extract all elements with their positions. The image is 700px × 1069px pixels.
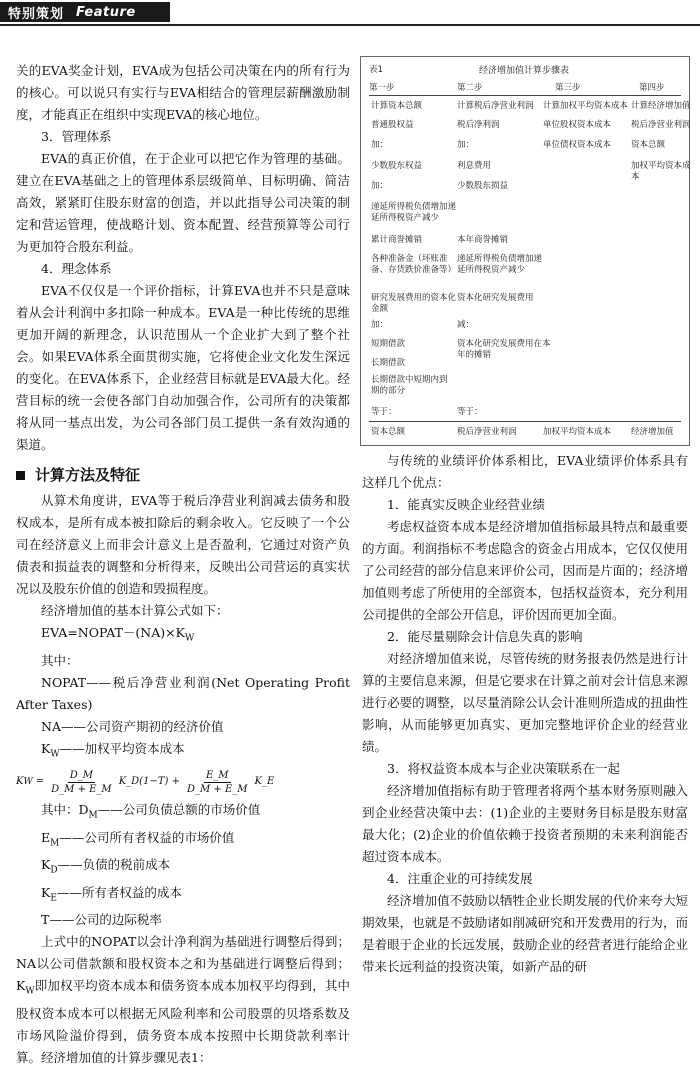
- table-title: 经济增加值计算步骤表: [479, 66, 570, 76]
- square-bullet-icon: [16, 471, 25, 480]
- definition: $K_E——$所有者权益的成本: [41, 884, 182, 903]
- table-cell: 短期借款: [371, 339, 406, 349]
- fraction: $\frac{E\_M}{D\_M + E\_M}$: [186, 769, 248, 795]
- table-cell: 利息费用: [457, 161, 492, 171]
- table-footer-cell: 经济增加值: [631, 427, 674, 437]
- section-heading: [16, 464, 350, 486]
- table-cell: 计算资本总额: [371, 101, 423, 111]
- table-cell: 计算加权平均资本成本: [543, 101, 629, 111]
- table-cell: 单位债权资本成本: [543, 140, 612, 150]
- table-cell: 等于：: [457, 407, 483, 417]
- table-cell: 加：: [371, 181, 389, 191]
- paragraph: 经济增加值的基本计算公式如下：: [41, 603, 229, 618]
- subheading: 3．将权益资本成本与企业决策联系在一起: [387, 761, 620, 776]
- table-cell: 本年商誉摊销: [457, 235, 509, 245]
- paragraph: EVA不仅仅是一个评价指标，计算EVA也并不只是意味着从会计利润中多扣除一种成本。EVA是一种比传统的思维更加开阔的新理念，认识范围从一个企业扩大到了整个社会。如果EVA体系全面贯彻实施，它将使企业文化发生深远的变化。在EVA体系下，企业经营目标就是EVA最大化。经营目标的统一会使各部门自动加强合作，公司所有的决策都将从同一基点出发，为公司各部门员工提供一条有效沟通的渠道。: [16, 283, 350, 452]
- eva-steps-table: [360, 56, 690, 446]
- table-cell: 资本总额: [631, 140, 666, 150]
- fraction: $\frac{D\_M}{D\_M + E\_M}$: [51, 769, 112, 795]
- subheading: 1．能真实反映企业经营业绩: [387, 497, 545, 512]
- table-header-row: [369, 81, 681, 93]
- subheading: 2．能尽量剔除会计信息失真的影响: [387, 629, 583, 644]
- header-divider: [0, 24, 700, 26]
- table-footer-cell: 资本总额: [371, 427, 406, 437]
- table-cell: 计算税后净营业利润: [457, 101, 534, 111]
- definition: $K_W——$加权平均资本成本: [41, 740, 185, 759]
- section-title-cn: 特别策划: [8, 6, 65, 22]
- table-cell: 税后净营业利润: [631, 120, 691, 130]
- section-banner: [0, 2, 170, 22]
- table-cell: 税后净利润: [457, 120, 500, 130]
- table-cell: 加权平均资本成本: [631, 161, 691, 182]
- right-column: [362, 450, 688, 978]
- paragraph: 关的EVA奖金计划，EVA成为包括公司决策在内的所有行为的核心。可以说只有实行与EVA相结合的管理层薪酬激励制度，才能真正在组织中实现EVA的核心地位。: [16, 63, 350, 122]
- paragraph: EVA的真正价值，在于企业可以把它作为管理的基础。建立在EVA基础之上的管理体系层级简单、目标明确、简洁高效，紧紧盯住股东财富的创造，并以此指导公司决策的制定和营运管理，使战略计划、资本配置、经营预算等公司行为更加符合股东利益。: [16, 151, 350, 254]
- page-header: [0, 0, 700, 24]
- definition: T——公司的边际税率: [41, 912, 162, 927]
- definition: $E_M——$公司所有者权益的市场价值: [41, 829, 235, 848]
- table-cell: 加：: [371, 320, 389, 330]
- definition: $K_D——$负债的税前成本: [41, 857, 171, 876]
- subheading: 3．管理体系: [41, 129, 112, 144]
- paragraph: 与传统的业绩评价体系相比，EVA业绩评价体系具有这样几个优点：: [362, 453, 688, 490]
- table-cell: 递延所得税负债增加递延所得税资产减少: [457, 254, 543, 275]
- paragraph: 考虑权益资本成本是经济增加值指标最具特点和最重要的方面。利润指标不考虑隐含的资金占用成本，它仅仅使用了公司经营的部分信息来评价公司，因而是片面的；经济增加值则考虑了所使用的全部资本，包括权益资本，充分利用公司提供的全部公开信息，评价因而更加全面。: [362, 519, 688, 622]
- wacc-formula: K W = $\frac{D\_M}{D\_M + E\_M}$ K_D(1−T) + $\frac{E\_M}{D\_M + E\_M}$ K_E: [16, 769, 275, 795]
- table-cell: 各种准备金（坏账准备、存货跌价准备等）: [371, 254, 457, 275]
- table-rule: [369, 421, 681, 422]
- paragraph: 从算术角度讲，EVA等于税后净营业利润减去债务和股权成本，是所有成本被扣除后的剩余收入。它反映了一个公司在经济意义上而非会计意义上是否盈利，它通过对资产负债表和损益表的调整和分析得来，反映出公司营运的真实状况以及股东价值的创造和毁损程度。: [16, 493, 350, 596]
- table-cell: 研究发展费用的资本化金额: [371, 293, 457, 314]
- table-cell: 少数股东损益: [457, 181, 509, 191]
- table-cell: 递延所得税负债增加递延所得税资产减少: [371, 202, 457, 223]
- definition: NOPAT——税后净营业利润(Net Operating Profit After Taxes): [16, 674, 350, 712]
- subheading: 4．理念体系: [41, 261, 112, 276]
- table-cell: 长期借款中短期内到期的部分: [371, 375, 448, 396]
- table-cell: 少数股东权益: [371, 161, 423, 171]
- left-column: [16, 60, 350, 1069]
- table-cell: 计算经济增加值: [631, 101, 691, 111]
- paragraph: 经济增加值指标有助于管理者将两个基本财务原则融入到企业经营决策中去：(1)企业的主要财务目标是股东财富最大化；(2)企业的价值依赖于投资者预期的未来利润能否超过资本成本。: [362, 783, 688, 864]
- table-cell: 单位股权资本成本: [543, 120, 612, 130]
- paragraph: 其中：: [41, 652, 79, 668]
- section-heading-text: 计算方法及特征: [35, 466, 141, 484]
- eva-formula: $EVA=NOPAT-(NA)\times K_W$: [41, 625, 195, 644]
- table-cell: 加：: [371, 140, 389, 150]
- table-cell: 累计商誉摊销: [371, 235, 423, 245]
- table-header-cell: 第四步: [639, 83, 665, 93]
- paragraph: 经济增加值不鼓励以牺牲企业长期发展的代价来夸大短期效果，也就是不鼓励诸如削减研究和开发费用的行为，而是着眼于企业的长远发展，鼓励企业的经营者进行能给企业带来长远利益的投资决策，如新产品的研: [362, 893, 688, 974]
- table-header-cell: 第三步: [555, 83, 581, 93]
- table-cell: 减：: [457, 320, 475, 330]
- table-header-cell: 第二步: [457, 83, 483, 93]
- table-cell: 资本化研究发展费用: [457, 293, 534, 303]
- table-rule: [369, 95, 681, 96]
- table-cell: 普通股权益: [371, 120, 414, 130]
- definition: NA——公司资产期初的经济价值: [41, 718, 224, 734]
- section-title-en: Feature: [76, 4, 136, 20]
- table-footer-cell: 税后净营业利润: [457, 427, 517, 437]
- table-header-cell: 第一步: [369, 83, 395, 93]
- table-title-row: [369, 63, 681, 77]
- table-cell: 等于：: [371, 407, 397, 417]
- paragraph: 对经济增加值来说，尽管传统的财务报表仍然是进行计算的主要信息来源，但是它要求在计算之前对会计信息来源进行必要的调整，以尽量消除公认会计准则所造成的扭曲性影响，从而能够更加真实、更加完整地评价企业的经营业绩。: [362, 651, 688, 754]
- table-footer-cell: 加权平均资本成本: [543, 427, 612, 437]
- subheading: 4．注重企业的可持续发展: [387, 871, 533, 886]
- table-cell: 长期借款: [371, 358, 406, 368]
- table-cell: 加：: [457, 140, 475, 150]
- paragraph: 上式中的NOPAT以会计净利润为基础进行调整后得到；NA以公司借款额和股权资本之和为基础进行调整后得到；$K_W$即加权平均资本成本和债务资本成本加权平均得到，其中股权资本成本可以根据无风险利率和公司股票的贝塔系数及市场风险溢价得到，债务资本成本按照中长期贷款利率计算。经济增加值的计算步骤见表1：: [16, 934, 350, 1065]
- table-cell: 资本化研究发展费用在本年的摊销: [457, 339, 551, 360]
- definition: 其中：$D_M——$公司负债总额的市场价值: [41, 802, 261, 821]
- table-label: 表1: [369, 65, 383, 75]
